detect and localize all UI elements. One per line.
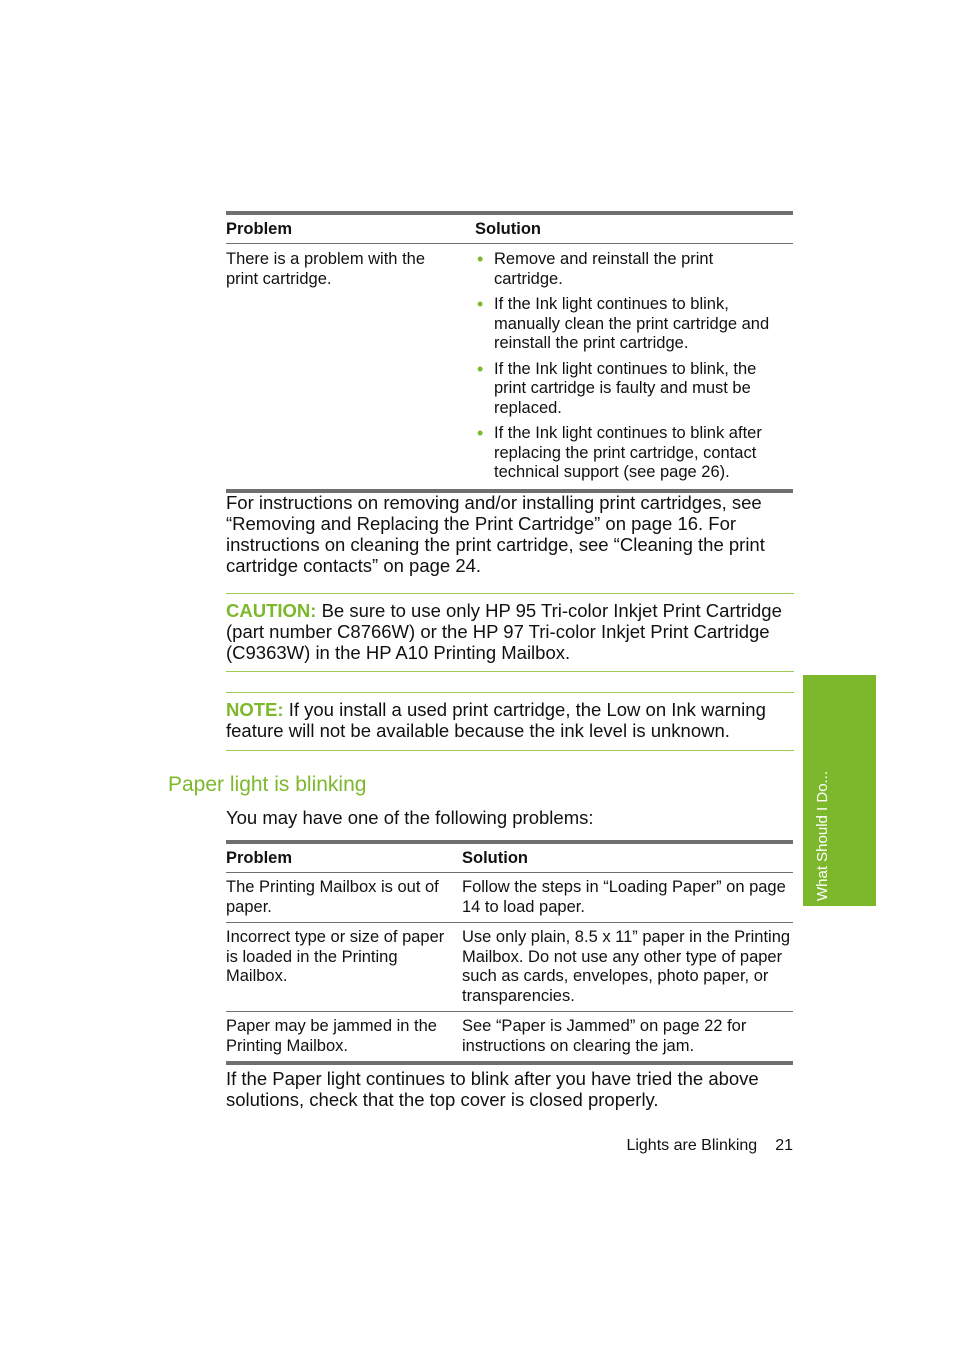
caution-label: CAUTION: — [226, 600, 317, 621]
list-item — [475, 295, 775, 354]
solution-text: If the Ink light continues to blink, manually clean the print cartridge and reinstall the print cartridge. — [494, 295, 770, 352]
list-item — [475, 360, 775, 419]
header-problem: Problem — [226, 219, 293, 238]
table-row — [226, 1012, 793, 1061]
solution-cell: See “Paper is Jammed” on page 22 for instructions on clearing the jam. — [462, 1017, 747, 1055]
problem-cell: Paper may be jammed in the Printing Mailbox. — [226, 1017, 437, 1055]
solution-cell: Use only plain, 8.5 x 11” paper in the Printing Mailbox. Do not use any other type of paper such as cards, envelopes, photo paper, or transparencies. — [462, 928, 791, 1005]
solution-text: If the Ink light continues to blink, the print cartridge is faulty and must be replaced. — [494, 359, 757, 417]
footer-section-title: Lights are Blinking — [626, 1137, 758, 1154]
bullet-icon: • — [477, 358, 484, 379]
note-text: If you install a used print cartridge, the Low on Ink warning feature will not be available because the ink level is unknown. — [226, 699, 766, 741]
solution-cell — [475, 250, 793, 483]
problem-text: There is a problem with the print cartridge. — [226, 250, 426, 288]
table-row — [226, 244, 793, 489]
solution-list — [475, 250, 775, 483]
closing-paragraph: If the Paper light continues to blink after you have tried the above solutions, check that the top cover is closed properly. — [226, 1068, 759, 1110]
table-bottom-rule — [226, 1061, 793, 1065]
header-problem: Problem — [226, 848, 293, 867]
solution-text: If the Ink light continues to blink after replacing the print cartridge, contact technical support (see page 26). — [494, 424, 762, 481]
table-header-row — [226, 844, 793, 872]
table-row — [226, 923, 793, 1011]
caution-bottom-rule — [226, 671, 794, 672]
list-item — [475, 424, 775, 483]
chapter-side-tab — [803, 675, 876, 906]
solution-cell: Follow the steps in “Loading Paper” on page 14 to load paper. — [462, 878, 786, 916]
instructions-paragraph: For instructions on removing and/or installing print cartridges, see “Removing and Replacing the Print Cartridge” on page 16. For instructions on cleaning the print cartridge, see “Cleaning the print cartridge contacts” on page 24. — [226, 492, 765, 576]
paper-problem-table — [226, 840, 793, 1065]
bullet-icon: • — [477, 294, 484, 314]
page-footer — [560, 1137, 793, 1155]
side-tab-label: What Should I Do... — [814, 770, 831, 901]
note-bottom-rule — [226, 750, 794, 751]
table-header-row — [226, 215, 793, 243]
note-label: NOTE: — [226, 699, 284, 720]
note-top-rule — [226, 692, 794, 693]
solution-text: Remove and reinstall the print cartridge. — [494, 250, 714, 288]
ink-problem-table — [226, 211, 793, 493]
bullet-icon: • — [477, 423, 484, 443]
caution-block — [226, 600, 796, 663]
problem-cell: The Printing Mailbox is out of paper. — [226, 878, 439, 916]
section-heading: Paper light is blinking — [168, 773, 367, 796]
problem-cell — [226, 250, 475, 483]
intro-text: You may have one of the following problems: — [226, 807, 594, 828]
table-row — [226, 873, 793, 922]
list-item — [475, 250, 775, 289]
header-solution: Solution — [475, 219, 541, 238]
caution-text: Be sure to use only HP 95 Tri-color Inkjet Print Cartridge (part number C8766W) or the HP 97 Tri-color Inkjet Print Cartridge (C9363W) in the HP A10 Printing Mailbox. — [226, 600, 782, 663]
caution-top-rule — [226, 593, 794, 594]
page-number: 21 — [775, 1137, 793, 1154]
problem-cell: Incorrect type or size of paper is loaded in the Printing Mailbox. — [226, 928, 445, 985]
note-block — [226, 699, 796, 741]
bullet-icon: • — [477, 249, 484, 269]
header-solution: Solution — [462, 848, 528, 867]
